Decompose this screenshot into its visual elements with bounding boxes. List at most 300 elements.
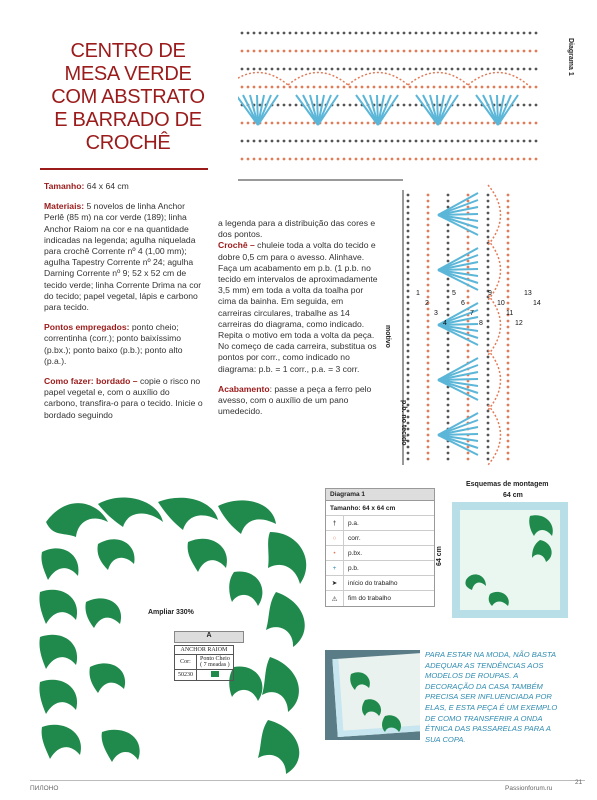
stitch-dot bbox=[511, 50, 514, 53]
stitch-dot bbox=[325, 50, 328, 53]
color-swatch-cell bbox=[197, 670, 234, 681]
stitch-dot bbox=[507, 458, 510, 461]
stitch-dot bbox=[407, 368, 410, 371]
stitch-dot bbox=[475, 32, 478, 35]
stitch-dot bbox=[367, 32, 370, 35]
stitch-dot bbox=[319, 140, 322, 143]
stitch-dot bbox=[277, 50, 280, 53]
stitch-dot bbox=[467, 302, 470, 305]
crochet-text: chuleie toda a volta do tecido e dobre 0,5 cm para o avesso. Alinhave. Faça um acabamento em p.b. (1 p.b. no tecido em intervalos de aproximadamente 3,5 mm) em toda a volta da toalha por cima da bainha. Em seguida, em carreiras circulares, trabalhe as 14 carreiras do diagrama, como indicado. Repita o motivo em toda a volta da peça. No começo de cada carreira, substitua os pontos por corr., como indicado no diagrama: p.b. = 1 corr., p.a. = 3 corr. bbox=[218, 240, 378, 374]
stitch-dot bbox=[447, 314, 450, 317]
stitch-dot bbox=[487, 332, 490, 335]
stitch-dot bbox=[427, 230, 430, 233]
stitch-dot bbox=[535, 104, 538, 107]
stitch-dot bbox=[247, 68, 250, 71]
row-number: 3 bbox=[434, 310, 438, 317]
stitch-dot bbox=[407, 392, 410, 395]
stitch-dot bbox=[481, 68, 484, 71]
stitch-dot bbox=[507, 242, 510, 245]
stitch-dot bbox=[301, 158, 304, 161]
stitch-dot bbox=[507, 416, 510, 419]
stitch-dot bbox=[295, 86, 298, 89]
stitch-dot bbox=[253, 140, 256, 143]
stitch-dot bbox=[385, 158, 388, 161]
stitch-dot bbox=[511, 140, 514, 143]
embroidery-label: Como fazer: bordado – bbox=[44, 376, 138, 387]
stitch-dot bbox=[511, 32, 514, 35]
stitch-dot bbox=[517, 68, 520, 71]
stitch-dot bbox=[407, 404, 410, 407]
stitch-dot bbox=[361, 50, 364, 53]
stitch-dot bbox=[361, 122, 364, 125]
stitch-dot bbox=[403, 50, 406, 53]
stitch-dot bbox=[421, 140, 424, 143]
stitch-dot bbox=[447, 224, 450, 227]
stitch-dot bbox=[535, 140, 538, 143]
stitch-dot bbox=[487, 434, 490, 437]
stitch-dot bbox=[373, 140, 376, 143]
stitch-dot bbox=[507, 206, 510, 209]
stitch-dot bbox=[427, 350, 430, 353]
stitch-dot bbox=[367, 86, 370, 89]
stitch-dot bbox=[523, 50, 526, 53]
stitch-dot bbox=[507, 224, 510, 227]
stitch-dot bbox=[355, 104, 358, 107]
stitch-dot bbox=[427, 248, 430, 251]
stitch-dot bbox=[407, 326, 410, 329]
title-line: CENTRO DE bbox=[70, 40, 186, 62]
stitch-dot bbox=[407, 428, 410, 431]
stitch-dot bbox=[487, 320, 490, 323]
stitch-dot bbox=[445, 86, 448, 89]
stitch-dot bbox=[427, 338, 430, 341]
stitch-dot bbox=[331, 68, 334, 71]
schema-fabric bbox=[460, 510, 560, 610]
stitch-dot bbox=[463, 158, 466, 161]
stitch-dot bbox=[507, 338, 510, 341]
stitch-dot bbox=[427, 314, 430, 317]
stitch-dot bbox=[397, 32, 400, 35]
stitch-dot bbox=[289, 122, 292, 125]
stitch-dot bbox=[407, 230, 410, 233]
title-line: COM ABSTRATO bbox=[51, 86, 205, 108]
legend-size: Tamanho: 64 x 64 cm bbox=[330, 504, 396, 512]
stitch-dot bbox=[397, 50, 400, 53]
stitch-dot bbox=[469, 158, 472, 161]
stitch-dot bbox=[253, 158, 256, 161]
stitch-dot bbox=[487, 398, 490, 401]
stitch-dot bbox=[487, 386, 490, 389]
stitch-dot bbox=[507, 428, 510, 431]
stitch-dot bbox=[507, 230, 510, 233]
stitch-dot bbox=[241, 158, 244, 161]
stitch-dot bbox=[523, 68, 526, 71]
stitch-dot bbox=[487, 326, 490, 329]
stitch-dot bbox=[467, 398, 470, 401]
stitch-dot bbox=[253, 68, 256, 71]
stitch-dot bbox=[295, 122, 298, 125]
stitch-dot bbox=[373, 158, 376, 161]
stitch-dot bbox=[523, 158, 526, 161]
stitch-dot bbox=[487, 440, 490, 443]
photo-caption: PARA ESTAR NA MODA, NÃO BASTA ADEQUAR AS TENDÊNCIAS AOS MODELOS DE ROUPAS. A DECORAÇÃO DA CASA TAMBÉM PRECISA SER INFLUENCIADA POR ELAS, E ESTA PEÇA É UM EXEMPLO DE COMO TRANSFERIR A ONDA ÉTNICA DAS PASSARELAS PARA A SUA COPA. bbox=[425, 650, 558, 744]
stitch-dot bbox=[427, 392, 430, 395]
stitch-dot bbox=[507, 350, 510, 353]
stitch-dot bbox=[427, 458, 430, 461]
stitch-dot bbox=[505, 32, 508, 35]
stitch-dot bbox=[289, 86, 292, 89]
stitch-dot bbox=[439, 158, 442, 161]
stitch-dot bbox=[283, 140, 286, 143]
page-title bbox=[38, 40, 218, 155]
stitch-dot bbox=[277, 158, 280, 161]
stitch-name: Ponto Cheio bbox=[200, 656, 230, 662]
stitch-dot bbox=[487, 278, 490, 281]
stitch-dot bbox=[487, 356, 490, 359]
stitch-dot bbox=[325, 32, 328, 35]
stitch-dot bbox=[487, 68, 490, 71]
single-crochet-symbol-icon: + bbox=[326, 561, 344, 575]
stitch-dot bbox=[529, 68, 532, 71]
stitch-dot bbox=[447, 230, 450, 233]
stitch-dot bbox=[535, 32, 538, 35]
stitch-dot bbox=[247, 158, 250, 161]
stitch-dot bbox=[407, 242, 410, 245]
stitch-dot bbox=[325, 68, 328, 71]
stitch-dot bbox=[451, 122, 454, 125]
stitch-dot bbox=[451, 158, 454, 161]
row-number: 13 bbox=[524, 290, 532, 297]
stitch-dot bbox=[487, 308, 490, 311]
chain-arc bbox=[468, 73, 528, 86]
stitch-dot bbox=[407, 398, 410, 401]
stitch-dot bbox=[277, 104, 280, 107]
photo-motif bbox=[325, 650, 420, 740]
stitch-dot bbox=[507, 446, 510, 449]
stitch-dot bbox=[271, 122, 274, 125]
stitch-dot bbox=[487, 254, 490, 257]
stitch-dot bbox=[507, 302, 510, 305]
stitch-dot bbox=[407, 272, 410, 275]
stitch-dot bbox=[241, 68, 244, 71]
stitch-dot bbox=[467, 290, 470, 293]
stitch-dot bbox=[487, 260, 490, 263]
stitch-dot bbox=[427, 68, 430, 71]
stitch-dot bbox=[407, 362, 410, 365]
stitch-dot bbox=[295, 158, 298, 161]
stitch-dot bbox=[391, 122, 394, 125]
legend-row bbox=[326, 561, 434, 576]
motivo-label: motivo bbox=[384, 325, 391, 348]
stitch-dot bbox=[427, 32, 430, 35]
stitch-dot bbox=[265, 158, 268, 161]
stitch-dot bbox=[379, 68, 382, 71]
stitch-dot bbox=[271, 50, 274, 53]
footer-site: Passionforum.ru bbox=[505, 785, 553, 792]
stitch-dot bbox=[487, 302, 490, 305]
stitch-dot bbox=[409, 68, 412, 71]
title-line: E BARRADO DE bbox=[54, 109, 202, 131]
stitch-dot bbox=[349, 32, 352, 35]
stitch-dot bbox=[427, 200, 430, 203]
stitch-dot bbox=[445, 32, 448, 35]
stitch-dot bbox=[507, 290, 510, 293]
stitch-dot bbox=[493, 68, 496, 71]
stitch-dot bbox=[517, 86, 520, 89]
stitch-dot bbox=[289, 32, 292, 35]
stitch-dot bbox=[457, 140, 460, 143]
stitch-dot bbox=[349, 140, 352, 143]
diagram-label: Diagrama 1 bbox=[567, 38, 574, 76]
stitch-dot bbox=[283, 32, 286, 35]
stitches-text: ponto cheio; correntinha (corr.); ponto baixíssimo (p.bx.); ponto baixo (p.b.); ponto alto (p.a.). bbox=[44, 322, 183, 366]
stitch-dot bbox=[463, 50, 466, 53]
stitch-dot bbox=[307, 158, 310, 161]
stitch-dot bbox=[421, 32, 424, 35]
stitch-dot bbox=[447, 260, 450, 263]
stitch-dot bbox=[463, 122, 466, 125]
stitch-dot bbox=[487, 158, 490, 161]
legend-text: p.b. bbox=[348, 564, 359, 572]
stitch-dot bbox=[331, 140, 334, 143]
stitch-dot bbox=[355, 50, 358, 53]
stitch-dot bbox=[517, 32, 520, 35]
stitch-dot bbox=[407, 416, 410, 419]
stitch-dot bbox=[427, 194, 430, 197]
stitch-dot bbox=[289, 104, 292, 107]
stitch-dot bbox=[259, 158, 262, 161]
stitch-dot bbox=[247, 122, 250, 125]
stitch-dot bbox=[467, 236, 470, 239]
legend-title: Diagrama 1 bbox=[326, 489, 434, 501]
stitch-dot bbox=[271, 68, 274, 71]
stitch-dot bbox=[271, 32, 274, 35]
stitch-dot bbox=[385, 68, 388, 71]
stitch-dot bbox=[507, 296, 510, 299]
stitch-dot bbox=[391, 32, 394, 35]
stitch-dot bbox=[403, 32, 406, 35]
stitch-dot bbox=[367, 68, 370, 71]
stitch-dot bbox=[487, 224, 490, 227]
stitch-dot bbox=[447, 446, 450, 449]
stitch-dot bbox=[407, 410, 410, 413]
fan-stitch bbox=[257, 95, 258, 125]
stitch-dot bbox=[247, 50, 250, 53]
stitch-dot bbox=[343, 68, 346, 71]
stitch-dot bbox=[241, 140, 244, 143]
embroidery-continued: a legenda para a distribuição das cores e dos pontos. bbox=[218, 218, 376, 240]
stitch-dot bbox=[241, 32, 244, 35]
stitch-dot bbox=[507, 434, 510, 437]
stitch-dot bbox=[457, 122, 460, 125]
stitch-dot bbox=[457, 104, 460, 107]
stitch-dot bbox=[505, 122, 508, 125]
stitch-dot bbox=[427, 266, 430, 269]
stitch-dot bbox=[265, 140, 268, 143]
stitch-dot bbox=[253, 86, 256, 89]
stitch-dot bbox=[487, 206, 490, 209]
stitch-dot bbox=[499, 50, 502, 53]
stitch-dot bbox=[427, 428, 430, 431]
stitch-dot bbox=[427, 140, 430, 143]
legend-text: início do trabalho bbox=[348, 579, 398, 587]
stitch-dot bbox=[517, 122, 520, 125]
stitch-dot bbox=[505, 140, 508, 143]
stitch-dot bbox=[447, 362, 450, 365]
stitch-dot bbox=[517, 50, 520, 53]
stitch-dot bbox=[467, 248, 470, 251]
footer-rule bbox=[30, 780, 585, 781]
stitches-paragraph bbox=[44, 322, 204, 367]
legend-row bbox=[326, 531, 434, 546]
stitch-dot bbox=[373, 86, 376, 89]
stitch-dot bbox=[421, 86, 424, 89]
stitch-dot bbox=[407, 440, 410, 443]
stitch-dot bbox=[507, 386, 510, 389]
stitch-dot bbox=[407, 302, 410, 305]
stitch-dot bbox=[523, 104, 526, 107]
stitch-dot bbox=[447, 416, 450, 419]
stitch-dot bbox=[467, 344, 470, 347]
stitch-dot bbox=[403, 104, 406, 107]
stitch-dot bbox=[447, 422, 450, 425]
stitch-dot bbox=[313, 50, 316, 53]
stitch-dot bbox=[505, 86, 508, 89]
stitch-dot bbox=[487, 272, 490, 275]
stitch-dot bbox=[463, 104, 466, 107]
title-divider bbox=[40, 168, 208, 170]
stitch-dot bbox=[407, 296, 410, 299]
stitch-dot bbox=[467, 404, 470, 407]
stitch-dot bbox=[355, 122, 358, 125]
stitch-dot bbox=[439, 50, 442, 53]
stitch-dot bbox=[451, 86, 454, 89]
fan-stitch bbox=[377, 95, 378, 125]
stitch-dot bbox=[407, 344, 410, 347]
stitch-dot bbox=[427, 50, 430, 53]
stitch-dot bbox=[481, 32, 484, 35]
stitch-dot bbox=[319, 158, 322, 161]
stitch-dot bbox=[451, 140, 454, 143]
diagram-legend bbox=[325, 488, 435, 607]
row-number: 7 bbox=[470, 310, 474, 317]
stitch-dot bbox=[313, 68, 316, 71]
stitch-dot bbox=[427, 356, 430, 359]
stitch-dot bbox=[247, 140, 250, 143]
stitch-dot bbox=[427, 236, 430, 239]
stitch-dot bbox=[427, 362, 430, 365]
stitch-dot bbox=[457, 50, 460, 53]
stitch-dot bbox=[433, 50, 436, 53]
slip-stitch-symbol-icon: • bbox=[326, 546, 344, 560]
stitch-dot bbox=[469, 122, 472, 125]
stitch-dot bbox=[507, 236, 510, 239]
stitch-dot bbox=[451, 32, 454, 35]
stitch-dot bbox=[265, 32, 268, 35]
stitch-dot bbox=[507, 380, 510, 383]
end-symbol-icon: ⚠ bbox=[326, 591, 344, 606]
stitch-dot bbox=[421, 68, 424, 71]
title-line: CROCHÊ bbox=[85, 132, 171, 154]
stitch-dot bbox=[467, 296, 470, 299]
stitch-dot bbox=[379, 158, 382, 161]
stitch-dot bbox=[407, 212, 410, 215]
schema-height: 64 cm bbox=[436, 546, 443, 566]
stitch-dot bbox=[349, 122, 352, 125]
stitch-dot bbox=[529, 32, 532, 35]
stitch-dot bbox=[447, 392, 450, 395]
stitch-dot bbox=[487, 50, 490, 53]
stitch-dot bbox=[487, 266, 490, 269]
stitch-dot bbox=[447, 332, 450, 335]
stitch-dot bbox=[487, 122, 490, 125]
stitch-dot bbox=[507, 254, 510, 257]
size-label: Tamanho: bbox=[44, 181, 85, 191]
footer-left: ПИЛОНО bbox=[30, 785, 59, 792]
stitch-dot bbox=[427, 434, 430, 437]
stitch-dot bbox=[507, 368, 510, 371]
stitch-dot bbox=[487, 452, 490, 455]
stitch-dot bbox=[529, 86, 532, 89]
stitch-dot bbox=[447, 338, 450, 341]
stitch-dot bbox=[475, 86, 478, 89]
stitch-dot bbox=[467, 386, 470, 389]
stitch-dot bbox=[487, 218, 490, 221]
stitch-dot bbox=[337, 68, 340, 71]
stitch-dot bbox=[487, 284, 490, 287]
stitch-dot bbox=[407, 254, 410, 257]
stitch-dot bbox=[427, 254, 430, 257]
stitch-dot bbox=[523, 140, 526, 143]
row-number: 5 bbox=[452, 290, 456, 297]
materials-text: 5 novelos de linha Anchor Perlê (85 m) na cor verde (189); linha Anchor Raiom na cor e na quantidade indicadas na legenda; agulha niquelada para crochê Corrente nº 4 (1,00 mm); agulha Tapestry Corrente nº 24; agulha Darning Corrente nº 9; 52 x 52 cm de tecido verde; linha Corrente Drima na cor do tecido; papel vegetal, lápis e carbono para tecido. bbox=[44, 201, 202, 313]
stitch-dot bbox=[307, 86, 310, 89]
stitch-dot bbox=[487, 416, 490, 419]
stitch-dot bbox=[439, 86, 442, 89]
stitch-dot bbox=[289, 158, 292, 161]
stitch-dot bbox=[403, 122, 406, 125]
stitch-dot bbox=[301, 122, 304, 125]
stitch-dot bbox=[337, 50, 340, 53]
stitch-dot bbox=[397, 122, 400, 125]
stitch-dot bbox=[433, 158, 436, 161]
chain-arc bbox=[288, 73, 348, 86]
start-arrow-icon: ➤ bbox=[326, 576, 344, 590]
stitch-dot bbox=[451, 68, 454, 71]
row-number: 9 bbox=[488, 290, 492, 297]
stitch-dot bbox=[407, 248, 410, 251]
stitch-dot bbox=[427, 278, 430, 281]
stitch-dot bbox=[301, 86, 304, 89]
stitch-dot bbox=[403, 158, 406, 161]
stitch-dot bbox=[427, 218, 430, 221]
stitch-dot bbox=[447, 410, 450, 413]
stitch-dot bbox=[313, 140, 316, 143]
stitch-dot bbox=[277, 68, 280, 71]
stitch-dot bbox=[247, 86, 250, 89]
stitch-dot bbox=[427, 398, 430, 401]
stitch-dot bbox=[403, 140, 406, 143]
stitch-dot bbox=[439, 32, 442, 35]
stitch-dot bbox=[349, 86, 352, 89]
stitch-dot bbox=[407, 266, 410, 269]
stitch-dot bbox=[349, 68, 352, 71]
stitch-dot bbox=[391, 140, 394, 143]
row-number: 8 bbox=[479, 320, 483, 327]
stitch-dot bbox=[379, 32, 382, 35]
stitch-dot bbox=[325, 86, 328, 89]
stitch-dot bbox=[475, 68, 478, 71]
